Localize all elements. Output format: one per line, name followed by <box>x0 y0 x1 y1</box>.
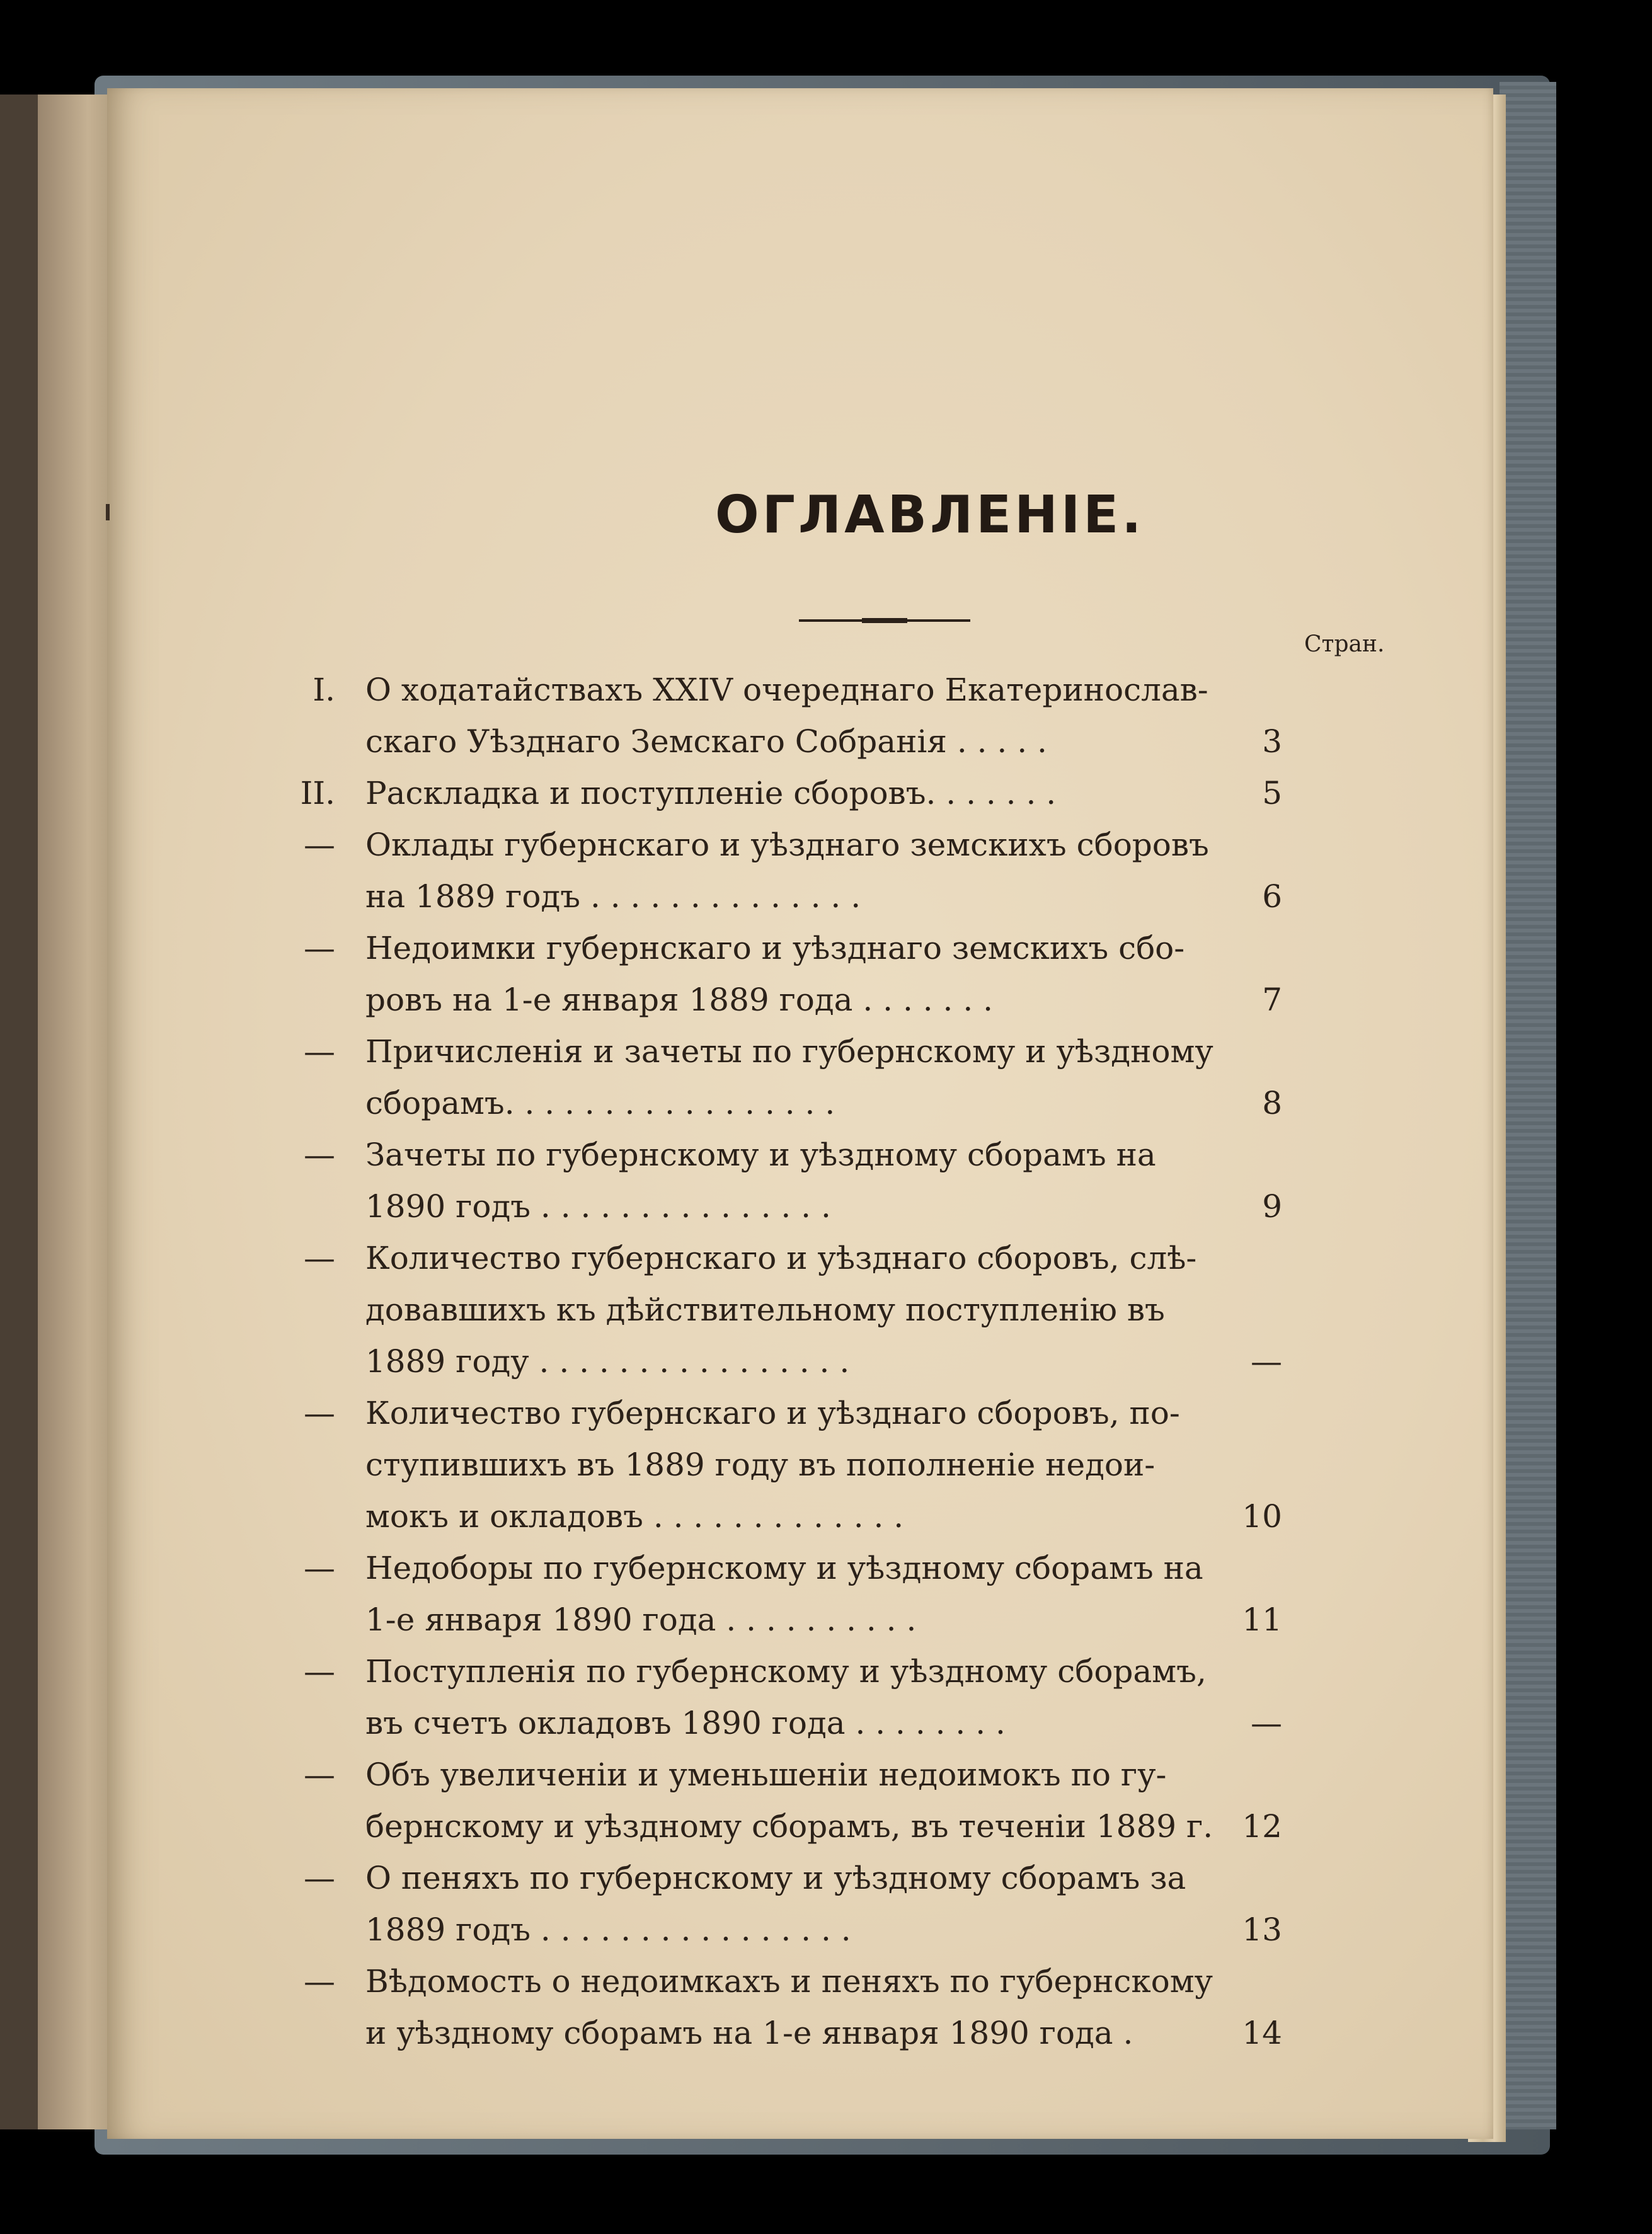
toc-entry-line: сборамъ. . . . . . . . . . . . . . . . . <box>365 1085 835 1121</box>
toc-entry-line: Оклады губернскаго и уѣзднаго земскихъ сборовъ <box>365 827 1209 863</box>
toc-entry-line: въ счетъ окладовъ 1890 года . . . . . . . . <box>365 1705 1006 1741</box>
toc-entry-number: — <box>304 1860 335 1896</box>
toc-entry-number: — <box>304 1653 335 1690</box>
toc-entry-page: — <box>1251 1705 1282 1741</box>
toc-entry-line: 1889 годъ . . . . . . . . . . . . . . . . <box>365 1911 851 1948</box>
toc-entry-page: 5 <box>1262 775 1282 811</box>
toc-entry-line: Недоимки губернскаго и уѣзднаго земскихъ сбо- <box>365 930 1185 966</box>
pages-column-header: Стран. <box>1304 631 1385 657</box>
left-page-edge <box>0 95 110 2129</box>
toc-entry-line: О ходатайствахъ XXIV очереднаго Екатеринослав- <box>365 672 1208 708</box>
toc-entry-number: II. <box>300 775 335 811</box>
toc-entry-number: — <box>304 827 335 863</box>
toc-entry-page: 9 <box>1262 1188 1282 1225</box>
toc-entry-page: 11 <box>1242 1601 1282 1638</box>
toc-entry-line: Недоборы по губернскому и уѣздному сборамъ на <box>365 1550 1203 1586</box>
toc-entry-number: — <box>304 1137 335 1173</box>
toc-entry-page: 13 <box>1242 1911 1282 1948</box>
toc-entry-page: 10 <box>1242 1498 1282 1535</box>
toc-entry-line: 1-е января 1890 года . . . . . . . . . . <box>365 1601 917 1638</box>
toc-entry-page: 6 <box>1262 878 1282 915</box>
cover-edge <box>1500 82 1556 2129</box>
toc-entry-line: Количество губернскаго и уѣзднаго сборовъ, по- <box>365 1395 1180 1431</box>
toc-entry-line: ступившихъ въ 1889 году въ пополненіе недои- <box>365 1446 1156 1483</box>
toc-entry-line: и уѣздному сборамъ на 1-е января 1890 года . <box>365 2015 1133 2051</box>
toc-entry-line: Зачеты по губернскому и уѣздному сборамъ на <box>365 1137 1156 1173</box>
toc-entry-page: 7 <box>1262 982 1282 1018</box>
toc-entry-page: 14 <box>1242 2015 1282 2051</box>
toc-entry-line: О пеняхъ по губернскому и уѣздному сборамъ за <box>365 1860 1186 1896</box>
toc-entry-line: 1889 году . . . . . . . . . . . . . . . . <box>365 1343 850 1380</box>
toc-entry-line: Поступленія по губернскому и уѣздному сборамъ, <box>365 1653 1207 1690</box>
toc-entry-number: — <box>304 1756 335 1793</box>
toc-entry-line: Раскладка и поступленіе сборовъ. . . . . . . <box>365 775 1057 811</box>
toc-entry-line: ровъ на 1-е января 1889 года . . . . . . . <box>365 982 993 1018</box>
toc-entry-line: бернскому и уѣздному сборамъ, въ теченіи 1889 г. <box>365 1808 1213 1845</box>
toc-entry-number: — <box>304 1550 335 1586</box>
toc-entry-line: мокъ и окладовъ . . . . . . . . . . . . . <box>365 1498 904 1535</box>
page-title: ОГЛАВЛЕНІЕ. <box>715 485 1145 545</box>
toc-entry-number: — <box>304 930 335 966</box>
toc-entry-line: Количество губернскаго и уѣзднаго сборовъ, слѣ- <box>365 1240 1197 1276</box>
toc-entry-page: — <box>1251 1343 1282 1380</box>
toc-entry-number: — <box>304 1963 335 2000</box>
toc-page <box>107 88 1493 2139</box>
toc-entry-number: — <box>304 1395 335 1431</box>
title-rule <box>799 619 970 622</box>
toc-entry-page: 12 <box>1242 1808 1282 1845</box>
toc-entry-line: Объ увеличеніи и уменьшеніи недоимокъ по гу- <box>365 1756 1167 1793</box>
toc-entry-page: 8 <box>1262 1085 1282 1121</box>
toc-entry-line: на 1889 годъ . . . . . . . . . . . . . . <box>365 878 861 915</box>
spine-mark <box>106 504 110 520</box>
toc-entry-number: I. <box>313 672 335 708</box>
toc-entry-number: — <box>304 1240 335 1276</box>
toc-entry-line: скаго Уѣзднаго Земскаго Собранія . . . . . <box>365 723 1047 760</box>
toc-entry-line: Вѣдомость о недоимкахъ и пеняхъ по губернскому <box>365 1963 1213 2000</box>
toc-entry-page: 3 <box>1262 723 1282 760</box>
toc-entry-number: — <box>304 1033 335 1070</box>
toc-entry-line: довавшихъ къ дѣйствительному поступленію въ <box>365 1292 1165 1328</box>
toc-entry-line: 1890 годъ . . . . . . . . . . . . . . . <box>365 1188 831 1225</box>
toc-entry-line: Причисленія и зачеты по губернскому и уѣздному <box>365 1033 1213 1070</box>
